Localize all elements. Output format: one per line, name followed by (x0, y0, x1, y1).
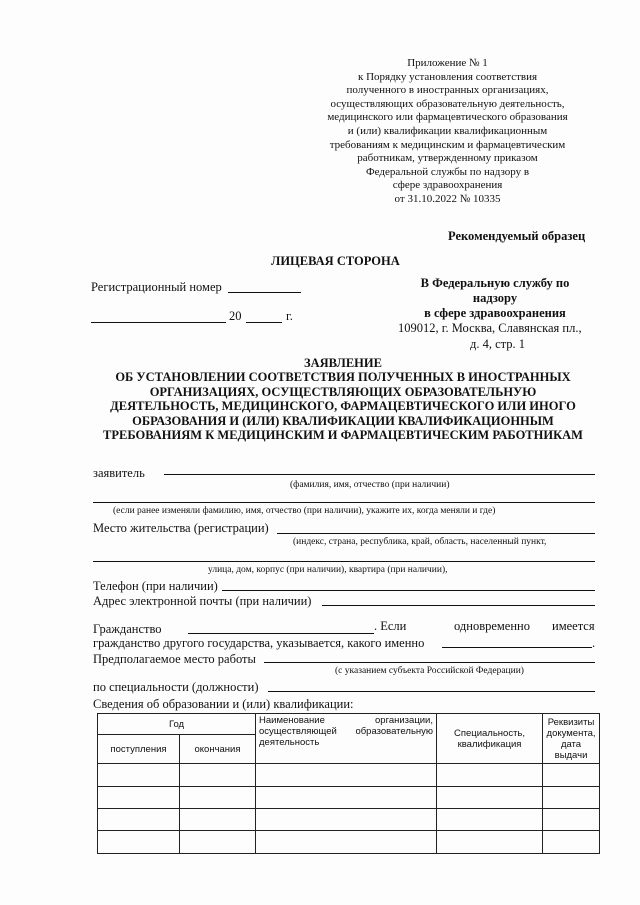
appendix-line: требованиям к медицинским и фармацевтическим (329, 138, 566, 151)
specialty-header: Специальность, квалификация (437, 714, 543, 764)
addressee-block (410, 276, 580, 321)
addressee-address: 109012, г. Москва, Славянская пл., (398, 321, 582, 335)
appendix-line: к Порядку установления соответствия (357, 70, 538, 83)
appendix-line: Приложение № 1 (407, 57, 488, 69)
table-cell[interactable] (98, 764, 180, 786)
title-line: ДЕЯТЕЛЬНОСТЬ, МЕДИЦИНСКОГО, ФАРМАЦЕВТИЧЕСКОГО ИЛИ ИНОГО (110, 399, 576, 414)
appendix-line: медицинского или фармацевтического образования (327, 111, 568, 124)
table-row (98, 786, 600, 808)
title-line: ОРГАНИЗАЦИЯХ, ОСУЩЕСТВЛЯЮЩИХ ОБРАЗОВАТЕЛЬНУЮ (149, 384, 537, 399)
table-cell[interactable] (543, 786, 600, 808)
residence-field-line2[interactable] (93, 561, 595, 562)
applicant-name-field[interactable] (164, 474, 595, 475)
docs-header: Реквизиты документа, дата выдачи (543, 714, 600, 764)
table-cell[interactable] (180, 809, 256, 831)
table-row (98, 809, 600, 831)
table-cell[interactable] (98, 786, 180, 808)
table-cell[interactable] (256, 831, 437, 854)
addressee-line: В Федеральную службу по (420, 276, 570, 290)
appendix-line: и (или) квалификации квалификационным (347, 124, 548, 137)
table-cell[interactable] (180, 831, 256, 854)
appendix-line: осуществляющих образовательную деятельность, (330, 97, 565, 110)
work-place-hint: (с указанием субъекта Российской Федерации) (335, 666, 524, 676)
email-label: Адрес электронной почты (при наличии) (93, 594, 312, 608)
table-cell[interactable] (180, 764, 256, 786)
email-field[interactable] (322, 605, 595, 606)
table-row (98, 764, 600, 786)
table-cell[interactable] (437, 764, 543, 786)
education-label: Сведения об образовании и (или) квалификации: (93, 697, 354, 711)
work-place-label: Предполагаемое место работы (93, 652, 256, 666)
entry-year-header: поступления (98, 735, 180, 764)
reg-year-field[interactable] (246, 322, 282, 323)
appendix-line: полученного в иностранных организациях, (346, 84, 549, 97)
table-cell[interactable] (437, 831, 543, 854)
table-cell[interactable] (256, 764, 437, 786)
addressee-line: в сфере здравоохранения (424, 306, 566, 320)
title-line: ОБ УСТАНОВЛЕНИИ СООТВЕТСТВИЯ ПОЛУЧЕННЫХ В ИНОСТРАННЫХ (115, 370, 571, 385)
citizenship-period: . (592, 636, 596, 650)
residence-hint: (индекс, страна, республика, край, область, населенный пункт, (293, 537, 547, 547)
specialty-field[interactable] (268, 691, 595, 692)
phone-field[interactable] (222, 590, 595, 591)
table-cell[interactable] (543, 764, 600, 786)
table-cell[interactable] (437, 786, 543, 808)
citizenship-field[interactable] (188, 633, 374, 634)
recommended-sample-label: Рекомендуемый образец (448, 229, 586, 243)
applicant-label: заявитель (93, 466, 145, 480)
table-cell[interactable] (180, 786, 256, 808)
citizenship-label: Гражданство (93, 622, 162, 636)
year-header: Год (98, 714, 256, 735)
residence-field[interactable] (277, 533, 595, 534)
name-change-hint: (если ранее изменяли фамилию, имя, отчество (при наличии), укажите их, когда меняли и где) (113, 506, 496, 516)
table-cell[interactable] (543, 831, 600, 854)
org-header: Наименование организации, осуществляющей образовательную деятельность (256, 714, 437, 764)
specialty-label: по специальности (должности) (93, 680, 259, 694)
table-cell[interactable] (437, 809, 543, 831)
reg-date-field[interactable] (91, 322, 226, 323)
table-cell[interactable] (98, 809, 180, 831)
appendix-line: сфере здравоохранения (392, 179, 503, 192)
title-line: ОБРАЗОВАНИЯ И (ИЛИ) КВАЛИФИКАЦИИ КВАЛИФИКАЦИОННЫМ (132, 413, 554, 428)
name-change-field[interactable] (93, 502, 595, 503)
front-side-heading: ЛИЦЕВАЯ СТОРОНА (271, 254, 400, 268)
table-cell[interactable] (98, 831, 180, 854)
citizenship-if: . Если (374, 619, 407, 633)
addressee-address-building: д. 4, стр. 1 (470, 337, 526, 351)
table-row (98, 831, 600, 854)
title-line: ТРЕБОВАНИЯМ К МЕДИЦИНСКИМ И ФАРМАЦЕВТИЧЕСКИМ РАБОТНИКАМ (103, 428, 583, 443)
application-title (88, 356, 598, 442)
end-year-header: окончания (180, 735, 256, 764)
appendix-line: от 31.10.2022 № 10335 (394, 192, 501, 205)
education-table (97, 713, 600, 854)
appendix-block (300, 57, 595, 207)
table-cell[interactable] (256, 786, 437, 808)
residence-hint-2: улица, дом, корпус (при наличии), квартира (при наличии), (208, 565, 448, 575)
date-year-suffix: г. (286, 309, 293, 323)
work-place-field[interactable] (264, 662, 595, 663)
reg-number-label: Регистрационный номер (91, 280, 222, 294)
applicant-hint: (фамилия, имя, отчество (при наличии) (290, 480, 450, 490)
date-year-prefix: 20 (229, 309, 242, 323)
citizenship-exists: имеется (552, 619, 595, 633)
appendix-line: работникам, утвержденному приказом (357, 152, 538, 165)
table-cell[interactable] (256, 809, 437, 831)
appendix-line: Федеральной службы по надзору в (365, 165, 530, 178)
title-line: ЗАЯВЛЕНИЕ (304, 356, 382, 370)
citizenship-other-label: гражданство другого государства, указывается, какого именно (93, 636, 425, 650)
residence-label: Место жительства (регистрации) (93, 521, 269, 535)
phone-label: Телефон (при наличии) (93, 579, 218, 593)
other-citizenship-field[interactable] (442, 647, 592, 648)
reg-number-field[interactable] (228, 292, 301, 293)
addressee-line: надзору (472, 291, 518, 305)
citizenship-simultaneously: одновременно (454, 619, 530, 633)
table-cell[interactable] (543, 809, 600, 831)
